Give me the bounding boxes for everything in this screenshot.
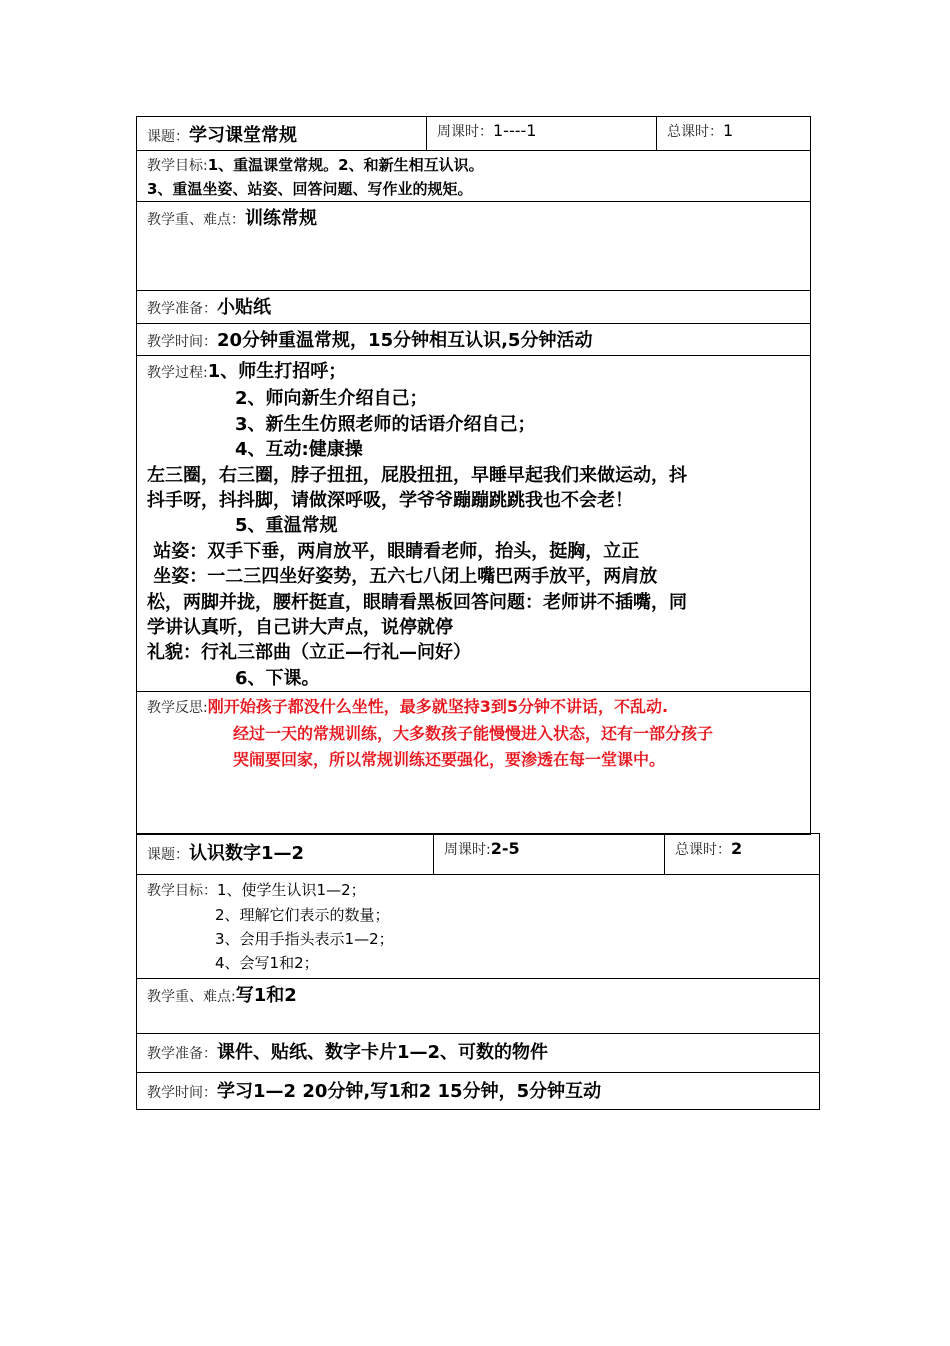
key-points-cell [137, 202, 811, 291]
time-row [137, 324, 811, 356]
total-hours-label: 总课时： [675, 842, 731, 858]
goal-line: 4、会写1和2； [215, 954, 319, 972]
preparation-cell [137, 1034, 820, 1073]
time-row [137, 1073, 820, 1110]
key-points-value: 训练常规 [245, 208, 317, 229]
header-row [137, 834, 820, 875]
preparation-value: 课件、贴纸、数字卡片1—2、可数的物件 [217, 1042, 549, 1063]
total-hours-label: 总课时： [667, 124, 723, 140]
process-line: 3、新生生仿照老师的话语介绍自己； [235, 413, 536, 435]
header-row [137, 117, 811, 151]
process-line: 5、重温常规 [235, 515, 338, 537]
topic-cell [137, 117, 427, 151]
key-points-row [137, 202, 811, 291]
key-points-row [137, 979, 820, 1034]
process-line: 学讲认真听，自己讲大声点，说停就停 [147, 617, 453, 639]
goal-line: 3、会用手指头表示1—2； [215, 930, 394, 948]
preparation-value: 小贴纸 [217, 297, 271, 318]
reflection-row [137, 692, 811, 835]
topic-value: 学习课堂常规 [189, 125, 297, 146]
reflection-line: 经过一天的常规训练，大多数孩子能慢慢进入状态，还有一部分孩子 [233, 724, 714, 744]
process-line: 2、师向新生介绍自己； [235, 388, 428, 410]
topic-label: 课题： [147, 129, 189, 145]
topic-value: 认识数字1—2 [189, 843, 305, 864]
reflection-line: 刚开始孩子都没什么坐性，最多就坚持3到5分钟不讲话，不乱动. [207, 697, 669, 717]
goal-label: 教学目标: [147, 158, 208, 174]
time-cell [137, 324, 811, 356]
goal-label: 教学目标： [147, 883, 217, 899]
goal-line: 2、理解它们表示的数量； [215, 906, 390, 924]
process-cell [137, 356, 811, 692]
time-label: 教学时间： [147, 334, 217, 350]
preparation-row [137, 1034, 820, 1073]
goal-cell [137, 151, 811, 202]
key-points-cell [137, 979, 820, 1034]
process-label: 教学过程: [147, 365, 208, 381]
goal-line-2: 3、重温坐姿、站姿、回答问题、写作业的规矩。 [147, 180, 473, 198]
process-line: 4、互动:健康操 [235, 439, 363, 461]
goal-line-1: 1、重温课堂常规。2、和新生相互认识。 [207, 156, 484, 174]
key-points-label: 教学重、难点: [147, 989, 236, 1005]
process-line: 松，两脚并拢，腰杆挺直，眼睛看黑板回答问题：老师讲不插嘴，同 [147, 591, 687, 613]
lesson-plan-table-2 [136, 833, 820, 1110]
topic-cell [137, 834, 434, 875]
weekly-hours-value: 1----1 [493, 121, 537, 140]
time-label: 教学时间： [147, 1085, 217, 1101]
topic-label: 课题： [147, 847, 189, 863]
preparation-label: 教学准备： [147, 1046, 217, 1062]
lesson-plan-table-1 [136, 116, 811, 835]
weekly-hours-label: 周课时： [437, 124, 493, 140]
process-line: 礼貌：行礼三部曲（立正—行礼—问好） [147, 642, 471, 664]
time-cell [137, 1073, 820, 1110]
reflection-line: 哭闹要回家，所以常规训练还要强化，要渗透在每一堂课中。 [233, 750, 666, 770]
total-hours-cell [657, 117, 811, 151]
total-hours-value: 2 [731, 839, 743, 858]
key-points-label: 教学重、难点： [147, 212, 245, 228]
weekly-hours-value: 2-5 [490, 839, 520, 858]
weekly-hours-cell [427, 117, 657, 151]
goal-row [137, 875, 820, 979]
key-points-value: 写1和2 [235, 985, 297, 1006]
total-hours-value: 1 [723, 121, 734, 140]
goal-row [137, 151, 811, 202]
preparation-row [137, 291, 811, 324]
process-row [137, 356, 811, 692]
time-value: 学习1—2 20分钟,写1和2 15分钟，5分钟互动 [217, 1081, 602, 1102]
process-line: 1、师生打招呼； [207, 361, 347, 382]
preparation-cell [137, 291, 811, 324]
total-hours-cell [665, 834, 820, 875]
process-line: 左三圈，右三圈，脖子扭扭，屁股扭扭，早睡早起我们来做运动，抖 [147, 464, 687, 486]
reflection-cell [137, 692, 811, 835]
process-line: 抖手呀，抖抖脚，请做深呼吸，学爷爷蹦蹦跳跳我也不会老！ [147, 490, 633, 512]
goal-cell [137, 875, 820, 979]
process-line: 6、下课。 [235, 667, 320, 689]
process-line: 站姿：双手下垂，两肩放平，眼睛看老师，抬头，挺胸，立正 [147, 540, 640, 562]
reflection-label: 教学反思: [147, 700, 208, 717]
process-line: 坐姿：一二三四坐好姿势，五六七八闭上嘴巴两手放平，两肩放 [147, 566, 658, 588]
weekly-hours-cell [434, 834, 665, 875]
goal-line: 1、使学生认识1—2； [217, 881, 366, 899]
preparation-label: 教学准备： [147, 301, 217, 317]
time-value: 20分钟重温常规，15分钟相互认识,5分钟活动 [217, 330, 593, 351]
weekly-hours-label: 周课时: [444, 842, 491, 858]
